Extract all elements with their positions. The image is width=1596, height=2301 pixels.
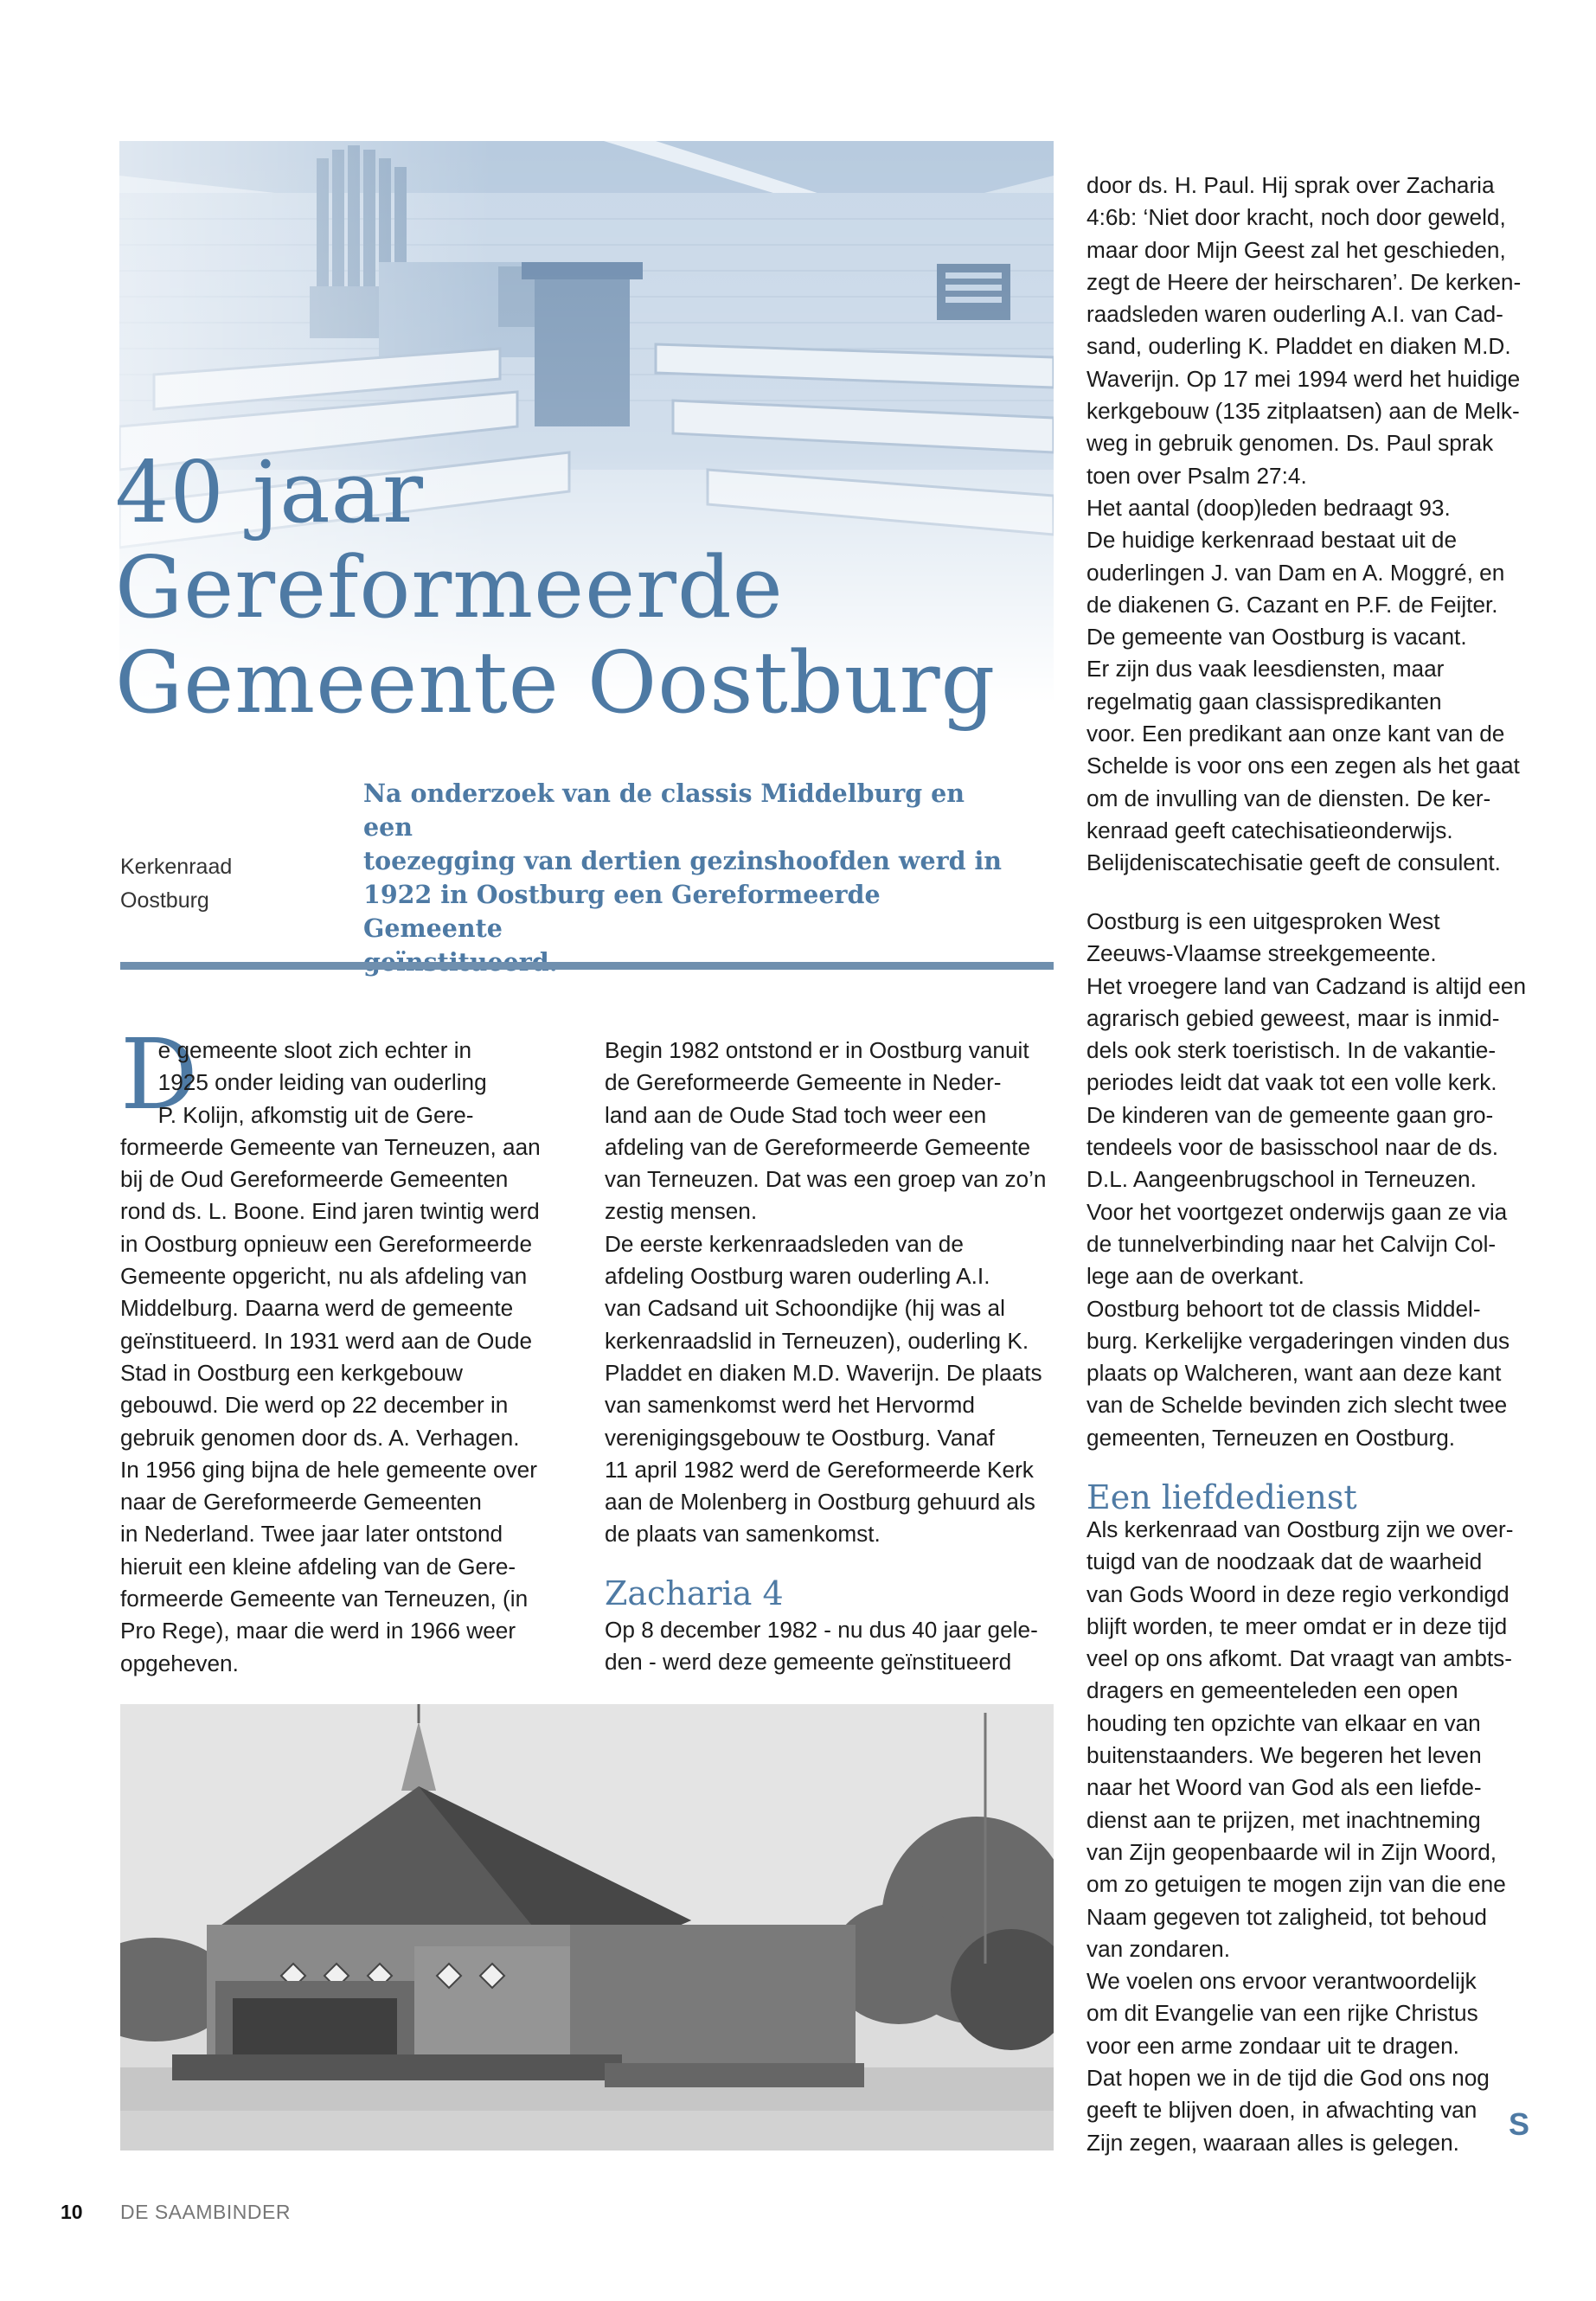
column-3-text: door ds. H. Paul. Hij sprak over Zacharia 4:6b: ‘Niet door kracht, noch door geweld, maar door Mijn Geest zal het geschieden, zegt de Heere der heirscharen’. De kerken- raadsleden waren ouderling A.I. van Cad- sand, ouderling K. Pladdet en diaken M.D. Waverijn. Op 17 mei 1994 werd het huidige kerkgebouw (135 zitplaatsen) aan de Melk- weg in gebruik genomen. Ds. Paul sprak toen over Psalm 27:4. Het aantal (doop)leden bedraagt 93. De huidige kerkenraad bestaat uit de ouderlingen J. van Dam en A. Moggré, en de diakenen G. Cazant en P.F. de Feijter. De gemeente van Oostburg is vacant. Er zijn dus vaak leesdiensten, maar regelmatig gaan classispredikanten voor. Een predikant aan onze kant van de Schelde is voor ons een zegen als het gaat om de invulling van de diensten. De ker- kenraad geeft catechisatieonderwijs. Belijdeniscatechisatie geeft de consulent. xyxy=(1086,172,1522,876)
author-line-2: Oostburg xyxy=(120,888,209,913)
lead-line-3: 1922 in Oostburg een Gereformeerde Gemeente xyxy=(363,880,881,943)
lead-line-1: Na onderzoek van de classis Middelburg en een xyxy=(363,779,965,842)
author-byline xyxy=(120,850,232,918)
subheading-zacharia: Zacharia 4 xyxy=(605,1574,784,1612)
column-2-text: Begin 1982 ontstond er in Oostburg vanuit de Gereformeerde Gemeente in Neder- land aan de Oude Stad toch weer een afdeling van de Gereformeerde Gemeente van Terneuzen. Dat was een groep van zo’n zestig mensen. De eerste kerkenraadsleden van de afdeling Oostburg waren ouderling A.I. van Cadsand uit Schoondijke (hij was al kerkenraadslid in Terneuzen), ouderling K. Pladdet en diaken M.D. Waverijn. De plaats van samenkomst werd het Hervormd verenigingsgebouw te Oostburg. Vanaf 11 april 1982 werd de Gereformeerde Kerk aan de Molenberg in Oostburg gehuurd als de plaats van samenkomst. xyxy=(605,1037,1047,1548)
article-title xyxy=(115,445,1067,731)
lead-line-2: toezegging van dertien gezinshoofden werd in xyxy=(363,846,1003,875)
column-2-text-continued: Op 8 december 1982 - nu dus 40 jaar gele- den - werd deze gemeente geïnstitueerd xyxy=(605,1617,1038,1676)
end-mark-icon: S xyxy=(1509,2106,1530,2142)
drop-cap: D xyxy=(120,1019,198,1131)
title-line-3: Gemeente Oostburg xyxy=(115,634,997,733)
lead-paragraph xyxy=(363,777,1003,979)
author-line-1: Kerkenraad xyxy=(120,855,233,879)
title-line-2: Gereformeerde xyxy=(115,539,784,638)
column-3-text-2: Oostburg is een uitgesproken West Zeeuws-Vlaamse streekgemeente. Het vroegere land van Cadzand is altijd een agrarisch gebied geweest, maar is inmid- dels ook sterk toeristisch. In de vakantie- periodes leidt dat vaak tot een volle kerk. De kinderen van de gemeente gaan gro- tendeels voor de basisschool naar de ds. D.L. Aangeenbrugschool in Terneuzen. Voor het voortgezet onderwijs gaan ze via de tunnelverbinding naar het Calvijn Col- lege aan de overkant. Oostburg behoort tot de classis Middel- burg. Kerkelijke vergaderingen vinden dus plaats op Walcheren, want aan deze kant van de Schelde bevinden zich slecht twee gemeenten, Terneuzen en Oostburg. xyxy=(1086,908,1527,1451)
title-line-1: 40 jaar xyxy=(115,444,424,542)
column-1-text: e gemeente sloot zich echter in 1925 onder leiding van ouderling P. Kolijn, afkomstig uit de Gere- formeerde Gemeente van Terneuzen, aan bij de Oud Gereformeerde Gemeenten rond ds. L. Boone. Eind jaren twintig werd in Oostburg opnieuw een Gereformeerde Gemeente opgericht, nu als afdeling van Middelburg. Daarna werd de gemeente geïnstitueerd. In 1931 werd aan de Oude Stad in Oostburg een kerkgebouw gebouwd. Die werd op 22 december in gebruik genomen door ds. A. Verhagen. In 1956 ging bijna de hele gemeente over naar de Gereformeerde Gemeenten in Nederland. Twee jaar later ontstond hieruit een kleine afdeling van de Gere- formeerde Gemeente van Terneuzen, (in Pro Rege), maar die werd in 1966 weer opgeheven. xyxy=(120,1037,541,1676)
church-exterior-photo xyxy=(120,1704,1054,2150)
section-divider xyxy=(120,962,1054,970)
subheading-liefdedienst: Een liefdedienst xyxy=(1086,1478,1357,1516)
magazine-name: DE SAAMBINDER xyxy=(120,2201,291,2223)
page-number: 10 xyxy=(61,2201,83,2223)
column-3-text-3: Als kerkenraad van Oostburg zijn we over- tuigd van de noodzaak dat de waarheid van Gods Woord in deze regio verkondigd blijft worden, te meer omdat er in deze tijd veel op ons afkomt. Dat vraagt van ambts- dragers en gemeenteleden een open houding ten opzichte van elkaar en van buitenstaanders. We begeren het leven naar het Woord van God als een liefde- dienst aan te prijzen, met inachtneming van Zijn geopenbaarde wil in Zijn Woord, om zo getuigen te mogen zijn van die ene Naam gegeven tot zaligheid, tot behoud van zondaren. We voelen ons ervoor verantwoordelijk om dit Evangelie van een rijke Christus voor een arme zondaar uit te dragen. Dat hopen we in de tijd die God ons nog geeft te blijven doen, in afwachting van Zijn zegen, waaraan alles is gelegen. xyxy=(1086,1516,1514,2156)
